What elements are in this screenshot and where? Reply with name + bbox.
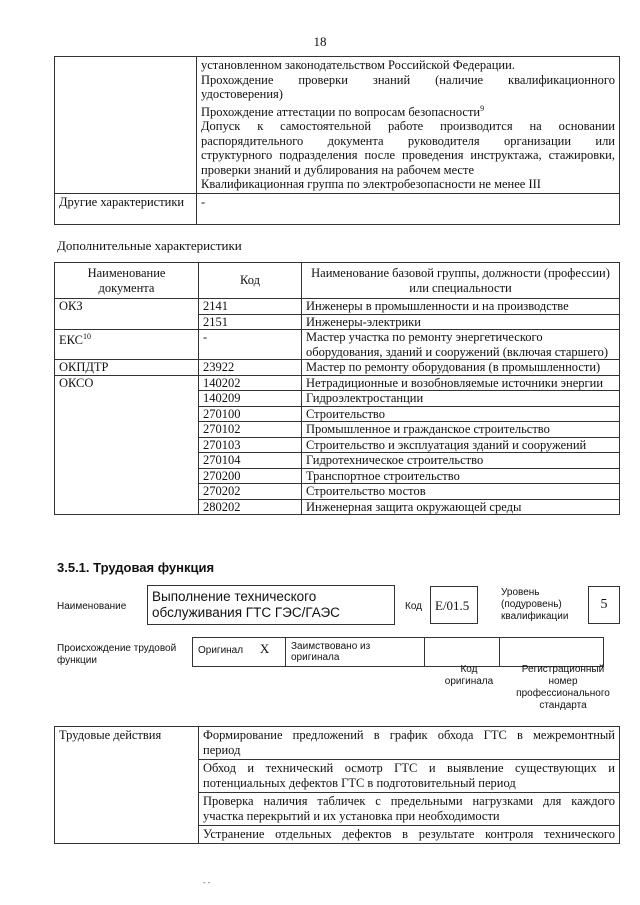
actions-table bbox=[54, 726, 620, 844]
requirement-line: структурного подразделения после проведения инструктажа, стажировки, bbox=[201, 148, 615, 163]
doc-okz: ОКЗ bbox=[55, 299, 199, 330]
reg-number-label: Регистрационный номер профессионального стандарта bbox=[516, 664, 610, 711]
name-cell: Инженеры в промышленности и на производстве bbox=[302, 299, 620, 315]
action-line: Формирование предложений в график обхода ГТС в межремонтный bbox=[203, 728, 615, 742]
requirement-line: удостоверения) bbox=[201, 87, 283, 101]
requirement-line: Прохождение проверки знаний (наличие квалификационного bbox=[201, 72, 615, 87]
code-cell: 270100 bbox=[199, 406, 302, 422]
function-name-box: Выполнение технического обслуживания ГТС ГЭС/ГАЭС bbox=[147, 585, 395, 625]
requirement-line: Допуск к самостоятельной работе производится на основании bbox=[201, 119, 615, 134]
code-cell: 2141 bbox=[199, 299, 302, 315]
action-item bbox=[199, 826, 620, 844]
name-cell: Мастер участка по ремонту энергетического оборудования, зданий и сооружений (включая старшего) bbox=[302, 330, 620, 360]
code-cell: 270104 bbox=[199, 453, 302, 469]
code-cell: 270202 bbox=[199, 484, 302, 500]
bottom-mark: - - bbox=[203, 878, 211, 887]
action-line: участка перекрытий и их установка при необходимости bbox=[203, 809, 500, 823]
header-group-name: Наименование базовой группы, должности (профессии) или специальности bbox=[302, 263, 620, 299]
requirements-cell bbox=[197, 57, 620, 194]
name-cell: Строительство bbox=[302, 406, 620, 422]
footnote-marker: 10 bbox=[83, 332, 91, 341]
original-label: Оригинал bbox=[198, 645, 244, 656]
name-cell: Инженеры-электрики bbox=[302, 314, 620, 330]
action-item bbox=[199, 727, 620, 760]
footnote-marker: 9 bbox=[480, 103, 485, 113]
origin-label: Происхождение трудовой функции bbox=[57, 643, 177, 666]
actions-label: Трудовые действия bbox=[55, 727, 199, 844]
action-line: Обход и технический осмотр ГТС и выявление существующих и bbox=[203, 761, 615, 775]
name-cell: Промышленное и гражданское строительство bbox=[302, 422, 620, 438]
header-code: Код bbox=[199, 263, 302, 299]
reg-number-cell bbox=[500, 638, 604, 667]
requirement-line: Прохождение аттестации по вопросам безопасности$^9$ bbox=[201, 103, 485, 119]
qualification-table bbox=[54, 56, 620, 225]
original-mark: X bbox=[259, 641, 270, 656]
requirement-line: распорядительного документа руководителя организации или bbox=[201, 133, 615, 148]
original-cell bbox=[193, 638, 286, 667]
code-cell: 2151 bbox=[199, 314, 302, 330]
section-title: 3.5.1. Трудовая функция bbox=[57, 560, 215, 575]
action-item bbox=[199, 760, 620, 793]
name-cell: Гидротехническое строительство bbox=[302, 453, 620, 469]
code-original-cell bbox=[425, 638, 500, 667]
header-document: Наименование документа bbox=[55, 263, 199, 299]
additional-heading: Дополнительные характеристики bbox=[57, 238, 242, 253]
name-cell: Строительство и эксплуатация зданий и сооружений bbox=[302, 437, 620, 453]
borrowed-cell: Заимствовано из оригинала bbox=[286, 638, 425, 667]
requirement-line: установленном законодательством Российской Федерации. bbox=[201, 58, 515, 72]
name-cell: Транспортное строительство bbox=[302, 468, 620, 484]
additional-table bbox=[54, 262, 620, 515]
page-number: 18 bbox=[313, 34, 327, 49]
action-item bbox=[199, 793, 620, 826]
function-code-box: E/01.5 bbox=[430, 586, 478, 624]
code-cell: 140209 bbox=[199, 391, 302, 407]
code-cell: 270102 bbox=[199, 422, 302, 438]
code-label: Код bbox=[405, 601, 423, 612]
code-original-label: Код оригинала bbox=[444, 664, 494, 687]
action-line: Устранение отдельных дефектов в результате контроля технического bbox=[203, 827, 615, 841]
name-cell: Гидроэлектростанции bbox=[302, 391, 620, 407]
name-label: Наименование bbox=[57, 601, 127, 612]
code-cell: - bbox=[199, 330, 302, 360]
other-characteristics-value: - bbox=[197, 193, 620, 224]
name-cell: Мастер по ремонту оборудования (в промышленности) bbox=[302, 360, 620, 376]
code-cell: 270200 bbox=[199, 468, 302, 484]
name-cell: Строительство мостов bbox=[302, 484, 620, 500]
doc-okso: ОКСО bbox=[55, 375, 199, 515]
code-cell: 280202 bbox=[199, 499, 302, 515]
doc-okpdtr: ОКПДТР bbox=[55, 360, 199, 376]
empty-cell bbox=[55, 57, 197, 194]
action-line: Проверка наличия табличек с предельными нагрузками для каждого bbox=[203, 794, 615, 808]
level-label: Уровень (подуровень) квалификации bbox=[501, 587, 569, 622]
code-cell: 270103 bbox=[199, 437, 302, 453]
requirement-line: Квалификационная группа по электробезопасности не менее III bbox=[201, 177, 541, 192]
action-line: период bbox=[203, 743, 241, 757]
action-line: потенциальных дефектов ГТС в подготовительный период bbox=[203, 776, 516, 790]
level-box: 5 bbox=[588, 586, 620, 624]
code-cell: 23922 bbox=[199, 360, 302, 376]
requirement-line: проверки знаний и дублирования на рабочем месте bbox=[201, 162, 474, 177]
other-characteristics-label: Другие характеристики bbox=[55, 193, 197, 224]
doc-eks: ЕКС$^{10}$ bbox=[55, 330, 199, 360]
name-cell: Нетрадиционные и возобновляемые источники энергии bbox=[302, 375, 620, 391]
code-cell: 140202 bbox=[199, 375, 302, 391]
origin-table bbox=[192, 637, 604, 667]
name-cell: Инженерная защита окружающей среды bbox=[302, 499, 620, 515]
